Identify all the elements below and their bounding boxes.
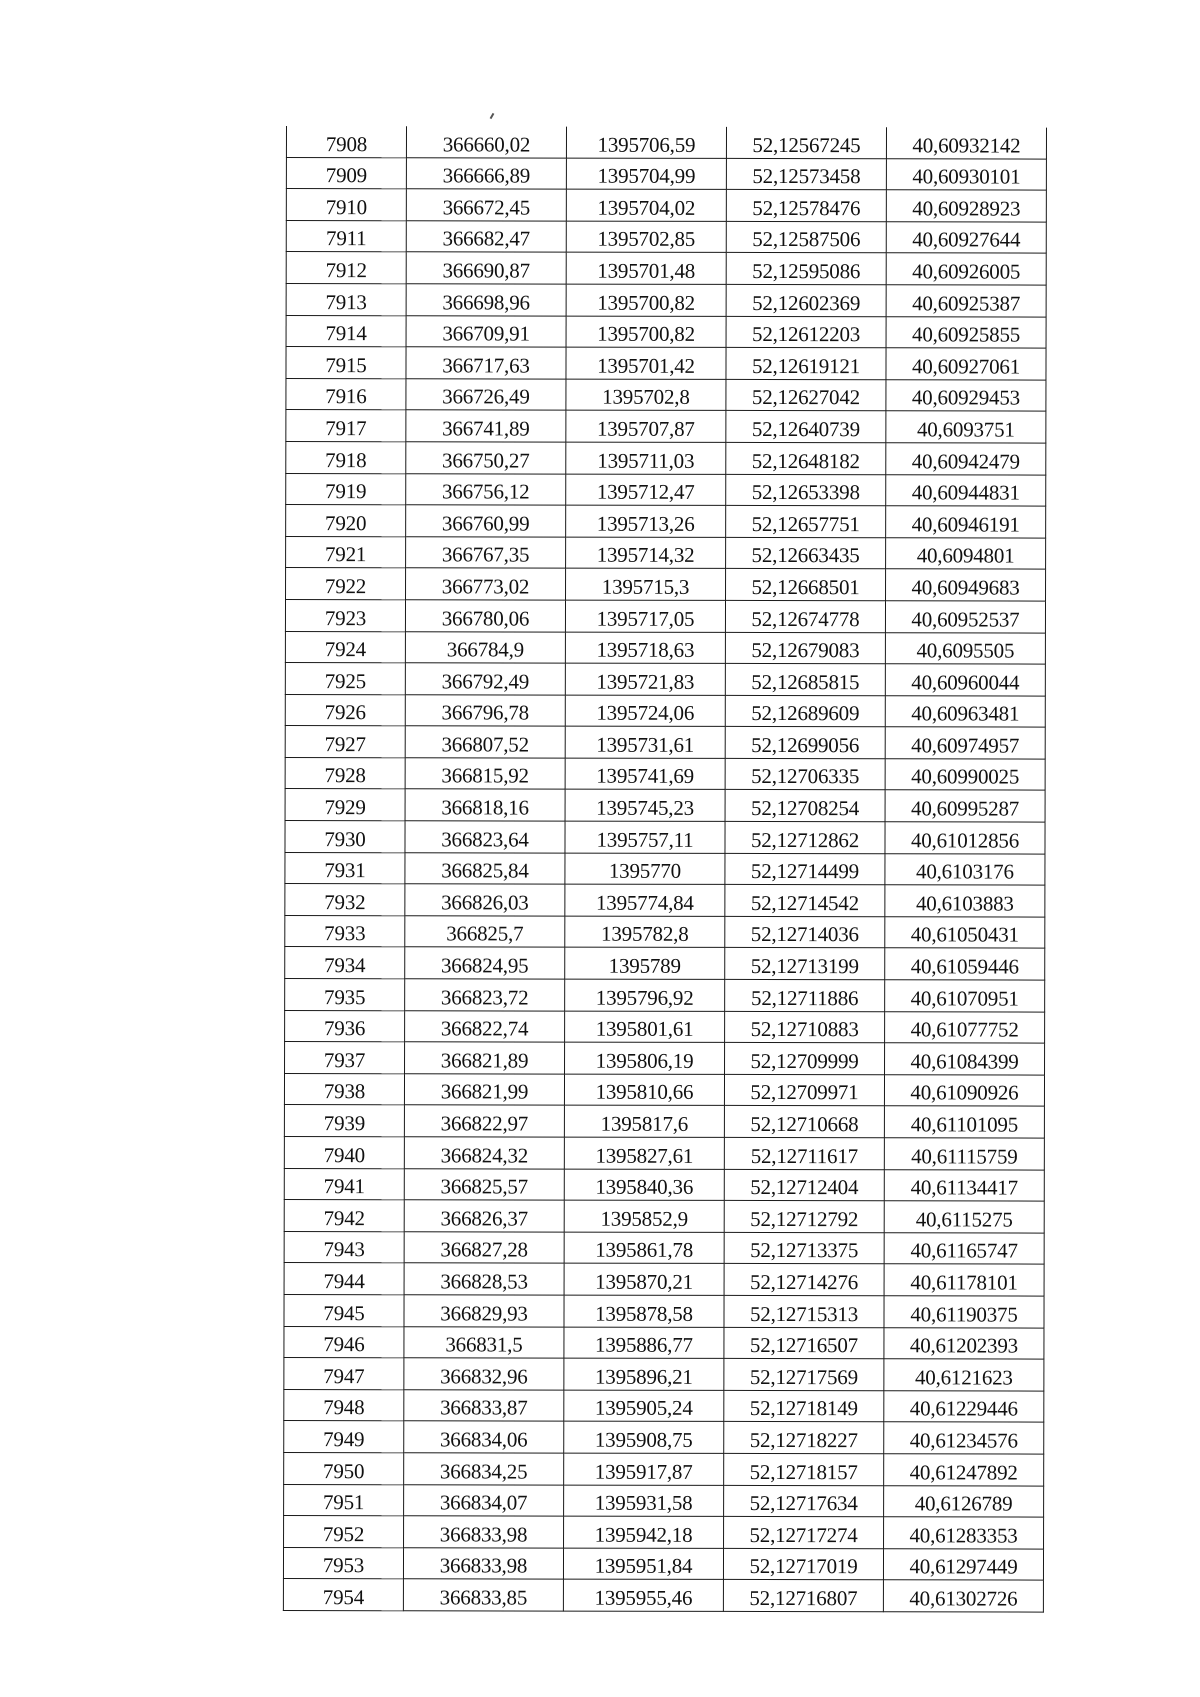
table-cell: 366784,9: [405, 631, 565, 663]
table-cell: 366833,98: [404, 1516, 564, 1548]
table-cell: 366792,49: [405, 663, 565, 695]
table-cell: 7922: [286, 568, 406, 600]
table-cell: 40,61050431: [885, 917, 1045, 949]
table-cell: 366807,52: [405, 726, 565, 758]
table-cell: 366833,87: [404, 1389, 564, 1421]
table-row: [285, 757, 1045, 790]
table-row: [286, 505, 1046, 538]
coordinates-table: [283, 126, 1047, 1612]
table-row: [286, 157, 1046, 190]
table-cell: 366822,74: [405, 1010, 565, 1042]
table-cell: 1395810,66: [564, 1074, 724, 1106]
table-cell: 52,12708254: [725, 790, 885, 822]
table-cell: 7918: [286, 441, 406, 473]
table-cell: 1395702,8: [566, 379, 726, 411]
table-cell: 1395801,61: [565, 1011, 725, 1043]
table-cell: 40,61070951: [885, 980, 1045, 1012]
table-cell: 52,12567245: [726, 127, 886, 158]
table-row: [286, 378, 1046, 411]
table-cell: 40,6095505: [885, 632, 1045, 664]
table-cell: 40,6103883: [885, 885, 1045, 917]
table-cell: 7917: [286, 410, 406, 442]
table-cell: 366690,87: [406, 252, 566, 284]
table-row: [286, 536, 1046, 569]
table-cell: 7941: [284, 1168, 404, 1200]
table-cell: 1395817,6: [564, 1105, 724, 1137]
table-cell: 52,12653398: [726, 474, 886, 506]
coordinates-table-body: [283, 126, 1046, 1612]
table-cell: 52,12578476: [726, 190, 886, 222]
table-cell: 1395955,46: [563, 1579, 723, 1611]
table-cell: 7942: [284, 1200, 404, 1232]
table-cell: 7925: [285, 663, 405, 695]
table-row: [286, 220, 1046, 253]
table-cell: 52,12657751: [726, 506, 886, 538]
table-cell: 1395852,9: [564, 1200, 724, 1232]
table-cell: 1395774,84: [565, 884, 725, 916]
table-cell: 7948: [284, 1389, 404, 1421]
table-cell: 7932: [285, 884, 405, 916]
table-cell: 7911: [286, 220, 406, 252]
table-cell: 366760,99: [406, 505, 566, 537]
table-cell: 52,12712862: [725, 821, 885, 853]
table-cell: 40,60927644: [886, 222, 1046, 254]
table-cell: 52,12573458: [726, 158, 886, 190]
table-row: [285, 789, 1045, 822]
table-cell: 366780,06: [405, 600, 565, 632]
table-cell: 1395905,24: [564, 1390, 724, 1422]
table-cell: 1395942,18: [564, 1516, 724, 1548]
table-cell: 1395701,42: [566, 347, 726, 379]
table-cell: 52,12714276: [724, 1264, 884, 1296]
table-cell: 52,12718157: [724, 1453, 884, 1485]
table-cell: 40,61084399: [885, 1043, 1045, 1075]
table-row: [286, 252, 1046, 285]
table-cell: 40,61297449: [883, 1548, 1043, 1580]
table-cell: 40,61178101: [884, 1264, 1044, 1296]
table-cell: 7946: [284, 1326, 404, 1358]
table-row: [286, 410, 1046, 443]
table-cell: 52,12709971: [724, 1074, 884, 1106]
table-cell: 7939: [284, 1105, 404, 1137]
table-cell: 366834,25: [404, 1453, 564, 1485]
table-row: [284, 1231, 1044, 1264]
table-cell: 7908: [286, 126, 406, 157]
table-cell: 1395931,58: [564, 1485, 724, 1517]
table-row: [284, 1516, 1044, 1549]
table-cell: 7949: [284, 1421, 404, 1453]
table-cell: 7933: [285, 915, 405, 947]
table-cell: 1395721,83: [565, 663, 725, 695]
table-cell: 1395886,77: [564, 1327, 724, 1359]
table-cell: 366828,53: [404, 1263, 564, 1295]
table-cell: 40,61165747: [884, 1233, 1044, 1265]
table-cell: 7954: [283, 1579, 403, 1611]
table-cell: 52,12668501: [726, 569, 886, 601]
table-cell: 52,12717569: [724, 1359, 884, 1391]
table-cell: 7950: [284, 1452, 404, 1484]
table-row: [284, 1452, 1044, 1485]
table-cell: 1395707,87: [566, 410, 726, 442]
table-cell: 40,6126789: [884, 1485, 1044, 1517]
table-cell: 366833,85: [403, 1579, 563, 1611]
table-cell: 52,12711886: [725, 979, 885, 1011]
table-cell: 40,61234576: [884, 1422, 1044, 1454]
table-cell: 40,61190375: [884, 1296, 1044, 1328]
table-cell: 1395878,58: [564, 1295, 724, 1327]
table-cell: 52,12640739: [726, 411, 886, 443]
table-cell: 366773,02: [406, 568, 566, 600]
table-cell: 40,60925855: [886, 316, 1046, 348]
table-row: [284, 1073, 1044, 1106]
table-row: [286, 473, 1046, 506]
table-row: [285, 915, 1045, 948]
table-row: [285, 979, 1045, 1012]
table-cell: 52,12663435: [726, 537, 886, 569]
table-cell: 366825,57: [404, 1168, 564, 1200]
table-cell: 7920: [286, 505, 406, 537]
table-row: [286, 441, 1046, 474]
table-cell: 40,61229446: [884, 1391, 1044, 1423]
table-cell: 40,61302726: [883, 1580, 1043, 1612]
table-cell: 366826,03: [405, 884, 565, 916]
table-row: [286, 189, 1046, 222]
table-cell: 1395731,61: [565, 726, 725, 758]
table-cell: 1395702,85: [566, 221, 726, 253]
table-cell: 40,61134417: [884, 1169, 1044, 1201]
table-cell: 7919: [286, 473, 406, 505]
table-cell: 366829,93: [404, 1295, 564, 1327]
table-cell: 52,12627042: [726, 379, 886, 411]
table-cell: 366826,37: [404, 1200, 564, 1232]
table-cell: 1395700,82: [566, 284, 726, 316]
table-cell: 366834,06: [404, 1421, 564, 1453]
table-row: [286, 568, 1046, 601]
table-row: [284, 1263, 1044, 1296]
table-cell: 7931: [285, 852, 405, 884]
table-row: [285, 852, 1045, 885]
table-cell: 1395741,69: [565, 758, 725, 790]
table-cell: 52,12717019: [723, 1548, 883, 1580]
table-cell: 40,61202393: [884, 1327, 1044, 1359]
table-row: [285, 821, 1045, 854]
table-cell: 7930: [285, 821, 405, 853]
table-cell: 40,60995287: [885, 790, 1045, 822]
table-cell: 52,12717634: [724, 1485, 884, 1517]
table-cell: 366698,96: [406, 284, 566, 316]
table-cell: 40,61090926: [884, 1075, 1044, 1107]
table-cell: 40,60929453: [886, 380, 1046, 412]
table-cell: 366756,12: [406, 473, 566, 505]
table-cell: 366824,95: [405, 947, 565, 979]
table-cell: 7937: [285, 1042, 405, 1074]
table-cell: 1395908,75: [564, 1421, 724, 1453]
table-cell: 52,12710883: [725, 1011, 885, 1043]
table-cell: 52,12685815: [725, 664, 885, 696]
table-cell: 40,61059446: [885, 948, 1045, 980]
table-cell: 1395704,02: [566, 189, 726, 221]
table-cell: 52,12648182: [726, 442, 886, 474]
table-cell: 40,60952537: [885, 601, 1045, 633]
table-cell: 366818,16: [405, 789, 565, 821]
table-cell: 366833,98: [403, 1547, 563, 1579]
table-row: [285, 1010, 1045, 1043]
table-cell: 366821,89: [405, 1042, 565, 1074]
table-cell: 52,12689609: [725, 695, 885, 727]
table-cell: 40,61012856: [885, 822, 1045, 854]
table-cell: 1395757,11: [565, 821, 725, 853]
table-cell: 52,12679083: [725, 632, 885, 664]
table-row: [285, 884, 1045, 917]
table-cell: 1395718,63: [565, 632, 725, 664]
table-cell: 40,6115275: [884, 1201, 1044, 1233]
table-cell: 52,12716807: [723, 1580, 883, 1612]
table-cell: 7915: [286, 347, 406, 379]
table-cell: 52,12713199: [725, 948, 885, 980]
table-cell: 366815,92: [405, 758, 565, 790]
table-cell: 52,12674778: [725, 600, 885, 632]
table-row: [284, 1136, 1044, 1169]
table-cell: 1395782,8: [565, 916, 725, 948]
table-cell: 7926: [285, 694, 405, 726]
table-cell: 52,12699056: [725, 727, 885, 759]
table-cell: 7923: [285, 599, 405, 631]
table-cell: 40,60990025: [885, 759, 1045, 791]
table-cell: 7935: [285, 979, 405, 1011]
table-cell: 7924: [285, 631, 405, 663]
table-cell: 1395700,82: [566, 316, 726, 348]
table-cell: 52,12712792: [724, 1201, 884, 1233]
table-cell: 7921: [286, 536, 406, 568]
table-cell: 52,12717274: [724, 1517, 884, 1549]
table-cell: 366834,07: [404, 1484, 564, 1516]
table-cell: 1395711,03: [566, 442, 726, 474]
table-cell: 1395827,61: [564, 1137, 724, 1169]
table-row: [284, 1421, 1044, 1454]
table-cell: 40,60926005: [886, 253, 1046, 285]
table-cell: 366672,45: [406, 189, 566, 221]
table-cell: 1395715,3: [566, 568, 726, 600]
table-cell: 366741,89: [406, 410, 566, 442]
table-cell: 40,61115759: [884, 1138, 1044, 1170]
table-cell: 40,60927061: [886, 348, 1046, 380]
table-cell: 7947: [284, 1358, 404, 1390]
table-row: [286, 347, 1046, 380]
table-cell: 7934: [285, 947, 405, 979]
table-cell: 52,12712404: [724, 1169, 884, 1201]
table-row: [285, 726, 1045, 759]
table-cell: 52,12713375: [724, 1232, 884, 1264]
table-cell: 40,60960044: [885, 664, 1045, 696]
table-cell: 1395706,59: [566, 127, 726, 158]
table-cell: 40,6093751: [886, 411, 1046, 443]
table-cell: 52,12711617: [724, 1137, 884, 1169]
table-cell: 1395870,21: [564, 1263, 724, 1295]
table-cell: 40,61247892: [884, 1454, 1044, 1486]
table-row: [284, 1389, 1044, 1422]
table-cell: 52,12714036: [725, 916, 885, 948]
table-cell: 7953: [283, 1547, 403, 1579]
table-cell: 1395701,48: [566, 252, 726, 284]
table-cell: 1395717,05: [565, 600, 725, 632]
table-cell: 366660,02: [406, 126, 566, 157]
table-cell: 366823,72: [405, 979, 565, 1011]
table-cell: 40,60942479: [886, 443, 1046, 475]
table-cell: 366823,64: [405, 821, 565, 853]
table-cell: 40,61101095: [884, 1106, 1044, 1138]
table-cell: 7945: [284, 1294, 404, 1326]
table-cell: 52,12602369: [726, 284, 886, 316]
table-row: [284, 1105, 1044, 1138]
table-row: [285, 1042, 1045, 1075]
table-cell: 40,60949683: [886, 569, 1046, 601]
table-cell: 1395770: [565, 853, 725, 885]
table-cell: 52,12715313: [724, 1295, 884, 1327]
table-cell: 52,12714542: [725, 885, 885, 917]
table-cell: 52,12714499: [725, 853, 885, 885]
table-cell: 366666,89: [406, 157, 566, 189]
table-cell: 52,12710668: [724, 1106, 884, 1138]
table-cell: 366822,97: [404, 1105, 564, 1137]
table-cell: 1395745,23: [565, 790, 725, 822]
table-cell: 7912: [286, 252, 406, 284]
table-cell: 52,12619121: [726, 348, 886, 380]
table-cell: 52,12716507: [724, 1327, 884, 1359]
table-cell: 40,60946191: [886, 506, 1046, 538]
table-cell: 366717,63: [406, 347, 566, 379]
table-cell: 7940: [284, 1136, 404, 1168]
table-cell: 7909: [286, 157, 406, 189]
table-cell: 40,60925387: [886, 285, 1046, 317]
table-row: [284, 1200, 1044, 1233]
pen-mark: [490, 113, 495, 119]
table-cell: 366796,78: [405, 694, 565, 726]
table-row: [285, 631, 1045, 664]
table-cell: 52,12587506: [726, 221, 886, 253]
table-cell: 366750,27: [406, 442, 566, 474]
table-cell: 7936: [285, 1010, 405, 1042]
table-cell: 1395896,21: [564, 1358, 724, 1390]
table-cell: 1395840,36: [564, 1169, 724, 1201]
table-cell: 366767,35: [406, 536, 566, 568]
table-cell: 7916: [286, 378, 406, 410]
table-cell: 7951: [284, 1484, 404, 1516]
table-row: [283, 1579, 1043, 1612]
table-cell: 40,60932142: [886, 127, 1046, 158]
table-row: [285, 663, 1045, 696]
table-row: [284, 1294, 1044, 1327]
table-row: [283, 1547, 1043, 1580]
table-cell: 52,12718149: [724, 1390, 884, 1422]
table-cell: 40,6121623: [884, 1359, 1044, 1391]
table-cell: 40,60974957: [885, 727, 1045, 759]
table-cell: 52,12709999: [725, 1043, 885, 1075]
table-cell: 1395917,87: [564, 1453, 724, 1485]
table-cell: 7943: [284, 1231, 404, 1263]
table-cell: 52,12718227: [724, 1422, 884, 1454]
table-cell: 52,12595086: [726, 253, 886, 285]
table-cell: 1395714,32: [566, 537, 726, 569]
table-cell: 40,60930101: [886, 158, 1046, 190]
table-cell: 1395796,92: [565, 979, 725, 1011]
table-cell: 40,6103176: [885, 853, 1045, 885]
table-cell: 366831,5: [404, 1326, 564, 1358]
table-cell: 7928: [285, 757, 405, 789]
table-cell: 1395951,84: [563, 1548, 723, 1580]
table-cell: 1395713,26: [566, 505, 726, 537]
table-row: [285, 694, 1045, 727]
table-cell: 366726,49: [406, 379, 566, 411]
table-cell: 366821,99: [404, 1074, 564, 1106]
table-cell: 366709,91: [406, 315, 566, 347]
table-row: [285, 599, 1045, 632]
table-cell: 1395724,06: [565, 695, 725, 727]
table-row: [284, 1168, 1044, 1201]
table-row: [286, 315, 1046, 348]
table-cell: 40,6094801: [886, 537, 1046, 569]
table-cell: 366827,28: [404, 1232, 564, 1264]
table-cell: 40,60944831: [886, 474, 1046, 506]
table-cell: 40,61077752: [885, 1011, 1045, 1043]
table-cell: 52,12612203: [726, 316, 886, 348]
table-cell: 366832,96: [404, 1358, 564, 1390]
table-cell: 1395806,19: [565, 1042, 725, 1074]
table-cell: 7913: [286, 283, 406, 315]
table-cell: 52,12706335: [725, 758, 885, 790]
table-cell: 1395861,78: [564, 1232, 724, 1264]
table-row: [284, 1326, 1044, 1359]
table-cell: 7952: [284, 1516, 404, 1548]
table-cell: 7910: [286, 189, 406, 221]
table-cell: 40,61283353: [884, 1517, 1044, 1549]
table-cell: 7944: [284, 1263, 404, 1295]
table-cell: 366824,32: [404, 1137, 564, 1169]
table-cell: 366825,84: [405, 852, 565, 884]
table-cell: 40,60963481: [885, 695, 1045, 727]
table-cell: 7929: [285, 789, 405, 821]
table-cell: 1395789: [565, 948, 725, 980]
table-row: [286, 283, 1046, 316]
table-cell: 7914: [286, 315, 406, 347]
table-cell: 366682,47: [406, 221, 566, 253]
table-cell: 1395704,99: [566, 158, 726, 190]
table-cell: 1395712,47: [566, 474, 726, 506]
table-row: [284, 1358, 1044, 1391]
table-row: [286, 126, 1046, 159]
table-row: [284, 1484, 1044, 1517]
table-cell: 366825,7: [405, 916, 565, 948]
table-cell: 7927: [285, 726, 405, 758]
table-row: [285, 947, 1045, 980]
table-cell: 7938: [284, 1073, 404, 1105]
table-cell: 40,60928923: [886, 190, 1046, 222]
